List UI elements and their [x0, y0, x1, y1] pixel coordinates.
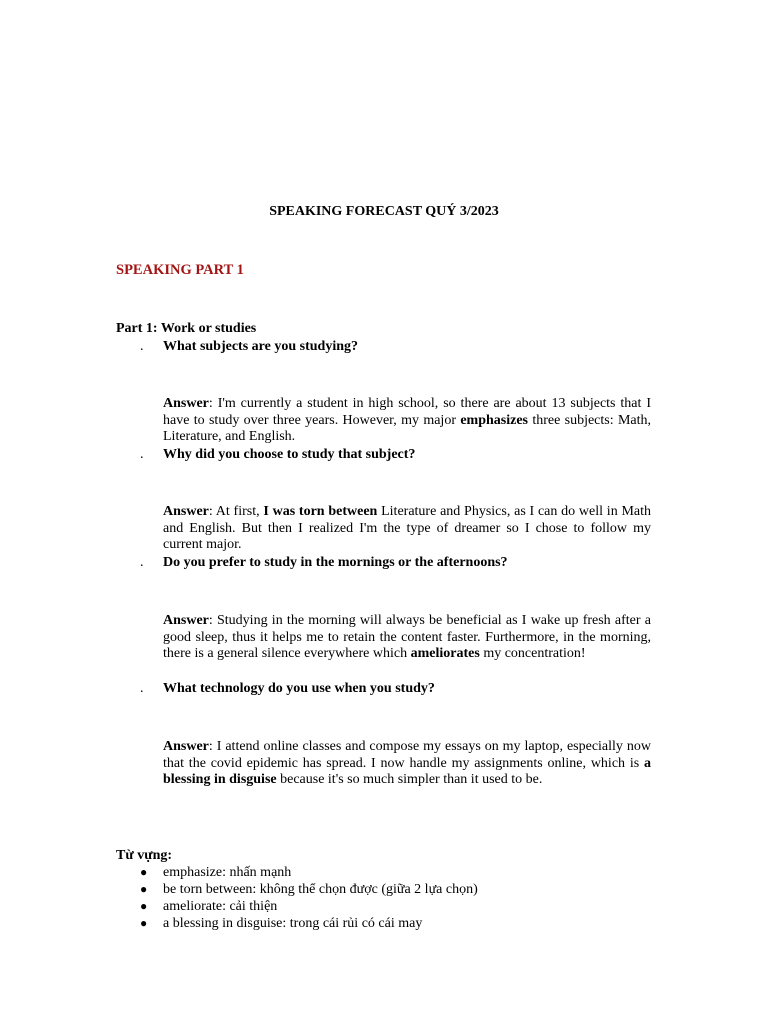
answer-label: Answer — [163, 739, 209, 754]
answer-label: Answer — [163, 396, 209, 411]
answer-paragraph — [163, 504, 651, 554]
bullet-icon: ● — [140, 899, 148, 913]
answer-text: Literature and Physics, as I can do well in Math and English. But then I realized I'm the type of dreamer so I chose to follow my current major. — [163, 504, 652, 553]
answer-text: : I attend online classes and compose my essays on my laptop, especially now that the covid epidemic has spread. I now handle my assignments online, which is — [163, 739, 651, 771]
answer-label: Answer — [163, 613, 209, 628]
vocab-text: be torn between: không thể chọn được (giữa 2 lựa chọn) — [163, 882, 478, 897]
vocab-text: ameliorate: cải thiện — [163, 899, 278, 914]
question-text: What subjects are you studying? — [163, 339, 358, 354]
answer-keyword: emphasizes — [460, 412, 528, 428]
bullet-icon: ● — [140, 916, 148, 930]
answer-paragraph — [163, 396, 651, 446]
answer-keyword: a blessing in disguise — [163, 755, 651, 788]
answer-text: : I'm currently a student in high school, so there are about 13 subjects that I have to study over three years. However, my major — [163, 396, 651, 428]
list-marker: . — [140, 555, 144, 570]
question-text: Do you prefer to study in the mornings or the afternoons? — [163, 555, 508, 570]
list-marker: . — [140, 339, 144, 354]
answer-text: : At first, — [208, 504, 264, 519]
list-marker: . — [140, 681, 144, 696]
vocab-heading: Từ vựng: — [116, 848, 173, 863]
answer-text: : Studying in the morning will always be beneficial as I wake up fresh after a good sleep, thus it helps me to retain the content faster. Furthermore, in the morning, there is a general silence everywhere which — [163, 613, 651, 662]
answer-text: three subjects: Math, Literature, and English. — [163, 412, 651, 445]
bullet-icon: ● — [140, 865, 148, 879]
list-marker: . — [140, 447, 144, 462]
bullet-icon: ● — [140, 882, 148, 896]
answer-text: because it's so much simpler than it used to be. — [276, 772, 543, 788]
section-heading: SPEAKING PART 1 — [116, 262, 244, 278]
answer-paragraph — [163, 613, 651, 663]
document-title: SPEAKING FORECAST QUÝ 3/2023 — [269, 204, 499, 219]
part-heading: Part 1: Work or studies — [116, 321, 257, 336]
vocab-text: emphasize: nhấn mạnh — [163, 865, 292, 880]
answer-text: my concentration! — [479, 646, 586, 662]
question-text: What technology do you use when you study? — [163, 681, 435, 696]
answer-label: Answer — [163, 504, 209, 519]
question-text: Why did you choose to study that subject? — [163, 447, 416, 462]
answer-keyword: ameliorates — [410, 646, 480, 662]
vocab-text: a blessing in disguise: trong cái rủi có cái may — [163, 916, 423, 931]
answer-paragraph — [163, 739, 651, 789]
answer-keyword: I was torn between — [263, 504, 378, 519]
